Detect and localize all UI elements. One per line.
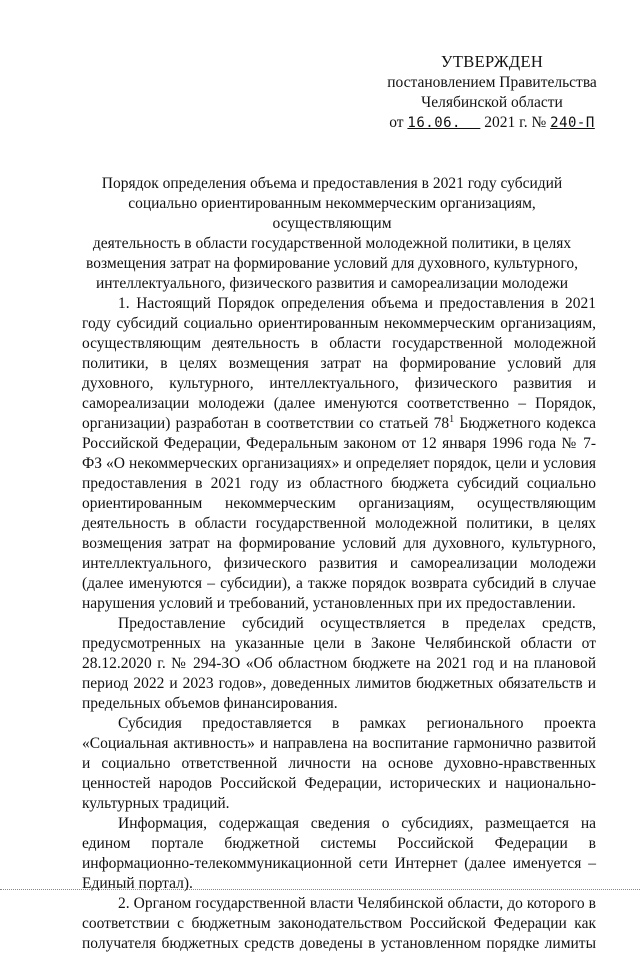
date-value: 16.06. xyxy=(407,115,461,131)
document-title xyxy=(72,174,592,294)
approval-stamp xyxy=(372,52,612,133)
title-line-3: деятельность в области государственной молодежной политики, в целях xyxy=(92,235,572,252)
approval-heading: УТВЕРЖДЕН xyxy=(440,52,544,71)
paragraph-1-text-b: Бюджетного кодекса Российской Федерации, Федеральным законом от 12 января 1996 года № 7-ФЗ «О некоммерческих организациях» и определяет порядок, цели и условия предоставления в 2021 году из областного бюджета субсидий социально ориентированным некоммерческим организациям, осуществляющим деятельность в области государственной молодежной политики, в целях возмещения затрат на формирование условий для духовного, культурного, интеллектуального, физического развития и самореализации молодежи (далее именуются – субсидии), а также порядок возврата субсидий в случае нарушения условий и требований, установленных при их предоставлении. xyxy=(82,415,596,612)
approval-line-1: постановлением Правительства xyxy=(387,74,597,91)
paragraph-3: Субсидия предоставляется в рамках регионального проекта «Социальная активность» и направлена на воспитание гармонично развитой и социально ответственной личности на основе духовно-нравственных ценностей народов Российской Федерации, исторических и национально-культурных традиций. xyxy=(82,715,596,812)
approval-date-line xyxy=(372,113,612,133)
paragraph-4: Информация, содержащая сведения о субсидиях, размещается на едином портале бюджетной системы Российской Федерации в информационно-телекоммуникационной сети Интернет (далее именуется – Единый портал). xyxy=(82,815,596,892)
title-line-5: интеллектуального, физического развития и самореализации молодежи xyxy=(95,275,569,292)
approval-line-2: Челябинской области xyxy=(421,94,563,111)
paragraph-1-text-a: 1. Настоящий Порядок определения объема и предоставления в 2021 году субсидий социально ориентированным некоммерческим организациям, осуществляющим деятельность в области государственной молодежной политики, в целях возмещения затрат на формирование условий для духовного, культурного, интеллектуального, физического развития и самореализации молодежи (далее именуются соответственно – Порядок, организации) разработан в соответствии со статьей 78 xyxy=(82,295,596,432)
title-line-2: социально ориентированным некоммерческим организациям, осуществляющим xyxy=(128,195,536,232)
paragraph-2: Предоставление субсидий осуществляется в пределах средств, предусмотренных на указанные цели в Законе Челябинской области от 28.12.2020 г. № 294-ЗО «Об областном бюджете на 2021 год и на плановой период 2022 и 2023 годов», доведенных лимитов бюджетных обязательств и предельных объемов финансирования. xyxy=(82,615,596,712)
title-line-1: Порядок определения объема и предоставления в 2021 году субсидий xyxy=(101,175,563,192)
paragraph-5: 2. Органом государственной власти Челябинской области, до которого в соответствии с бюджетным законодательством Российской Федерации как получателя бюджетных средств доведены в установленном порядке лимиты xyxy=(82,895,596,952)
paragraph-1 xyxy=(82,294,596,614)
document-body xyxy=(82,294,596,954)
date-prefix: от xyxy=(389,114,404,131)
year-text: 2021 г. № xyxy=(484,114,547,131)
document-number: 240-П xyxy=(550,115,595,131)
page-edge-rule xyxy=(0,889,640,891)
footnote-superscript: 1 xyxy=(449,413,455,425)
title-line-4: возмещения затрат на формирование условий для духовного, культурного, xyxy=(86,255,578,272)
